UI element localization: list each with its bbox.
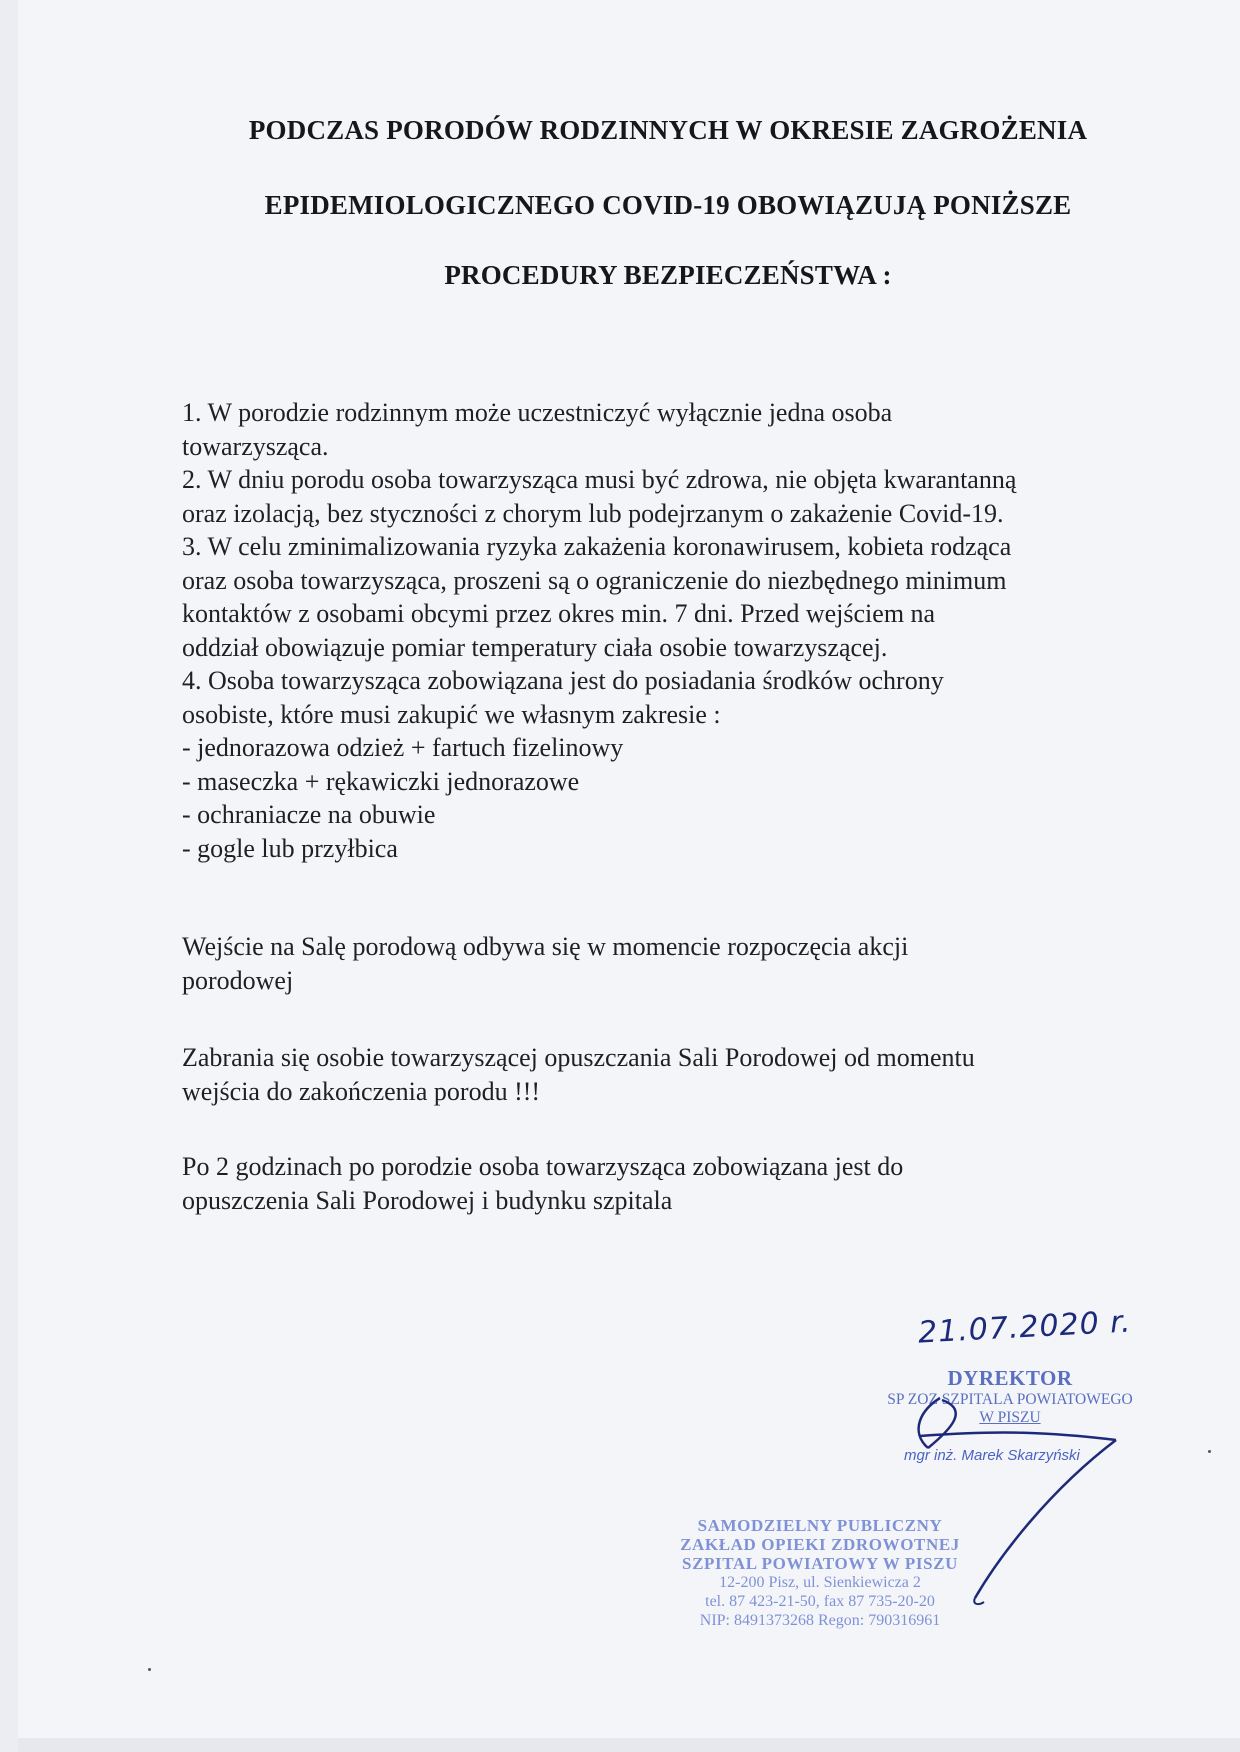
paragraph-line: Wejście na Salę porodową odbywa się w momencie rozpoczęcia akcji: [182, 932, 909, 961]
list-line: 1. W porodzie rodzinnym może uczestniczyć wyłącznie jedna osoba: [182, 398, 893, 427]
scan-speck: [148, 1668, 151, 1671]
signer-name: mgr inż. Marek Skarzyński: [904, 1447, 1080, 1464]
list-line: - jednorazowa odzież + fartuch fizelinowy: [182, 733, 624, 762]
paragraph-line: porodowej: [182, 965, 294, 995]
page-bottom-edge: [18, 1738, 1240, 1752]
stamp-line: NIP: 8491373268 Regon: 790316961: [699, 1612, 941, 1629]
paragraph-exit: [182, 1150, 1192, 1217]
list-line: 4. Osoba towarzysząca zobowiązana jest do posiadania środków ochrony: [182, 666, 944, 695]
list-line: osobiste, które musi zakupić we własnym zakresie :: [182, 699, 721, 729]
stamp-line: 12-200 Pisz, ul. Sienkiewicza 2: [719, 1574, 921, 1591]
handwritten-date: 21.07.2020 r.: [917, 1304, 1133, 1351]
stamp-line: SZPITAL POWIATOWY W PISZU: [682, 1554, 958, 1573]
stamp-line: SAMODZIELNY PUBLICZNY: [697, 1516, 943, 1535]
list-line: oraz osoba towarzysząca, proszeni są o ograniczenie do niezbędnego minimum: [182, 565, 1007, 595]
title-line-3: PROCEDURY BEZPIECZEŃSTWA :: [444, 260, 892, 290]
hospital-stamp: [650, 1516, 990, 1630]
stamp-line: tel. 87 423-21-50, fax 87 735-20-20: [705, 1593, 935, 1610]
list-line: - ochraniacze na obuwie: [182, 800, 436, 829]
paragraph-line: Zabrania się osobie towarzyszącej opuszczania Sali Porodowej od momentu: [182, 1043, 975, 1072]
scan-speck: [1208, 1450, 1211, 1453]
paragraph-line: Po 2 godzinach po porodzie osoba towarzysząca zobowiązana jest do: [182, 1152, 904, 1181]
list-line: kontaktów z osobami obcymi przez okres min. 7 dni. Przed wejściem na: [182, 599, 936, 628]
stamp-title: DYREKTOR: [947, 1366, 1073, 1390]
paragraph-prohibition: [182, 1041, 1192, 1108]
stamp-org-line: SP ZOZ SZPITALA POWIATOWEGO: [887, 1391, 1133, 1408]
list-line: - gogle lub przyłbica: [182, 833, 398, 863]
procedure-list: [182, 396, 1192, 865]
list-line: 2. W dniu porodu osoba towarzysząca musi być zdrowa, nie objęta kwarantanną: [182, 465, 1017, 494]
list-line: oraz izolacją, bez styczności z chorym lub podejrzanym o zakażenie Covid-19.: [182, 498, 1004, 528]
paragraph-line: wejścia do zakończenia porodu !!!: [182, 1076, 541, 1106]
stamp-org-line: W PISZU: [979, 1409, 1041, 1426]
stamp-line: ZAKŁAD OPIEKI ZDROWOTNEJ: [680, 1535, 960, 1554]
title-line-2: EPIDEMIOLOGICZNEGO COVID-19 OBOWIĄZUJĄ PONIŻSZE: [264, 190, 1072, 220]
list-line: towarzysząca.: [182, 431, 329, 461]
paragraph-entry: [182, 930, 1192, 997]
list-line: - maseczka + rękawiczki jednorazowe: [182, 766, 580, 796]
list-line: oddział obowiązuje pomiar temperatury ciała osobie towarzyszącej.: [182, 632, 888, 662]
list-line: 3. W celu zminimalizowania ryzyka zakażenia koronawirusem, kobieta rodząca: [182, 532, 1012, 561]
paragraph-line: opuszczenia Sali Porodowej i budynku szpitala: [182, 1185, 673, 1215]
title-line-1: PODCZAS PORODÓW RODZINNYCH W OKRESIE ZAGROŻENIA: [248, 115, 1088, 145]
